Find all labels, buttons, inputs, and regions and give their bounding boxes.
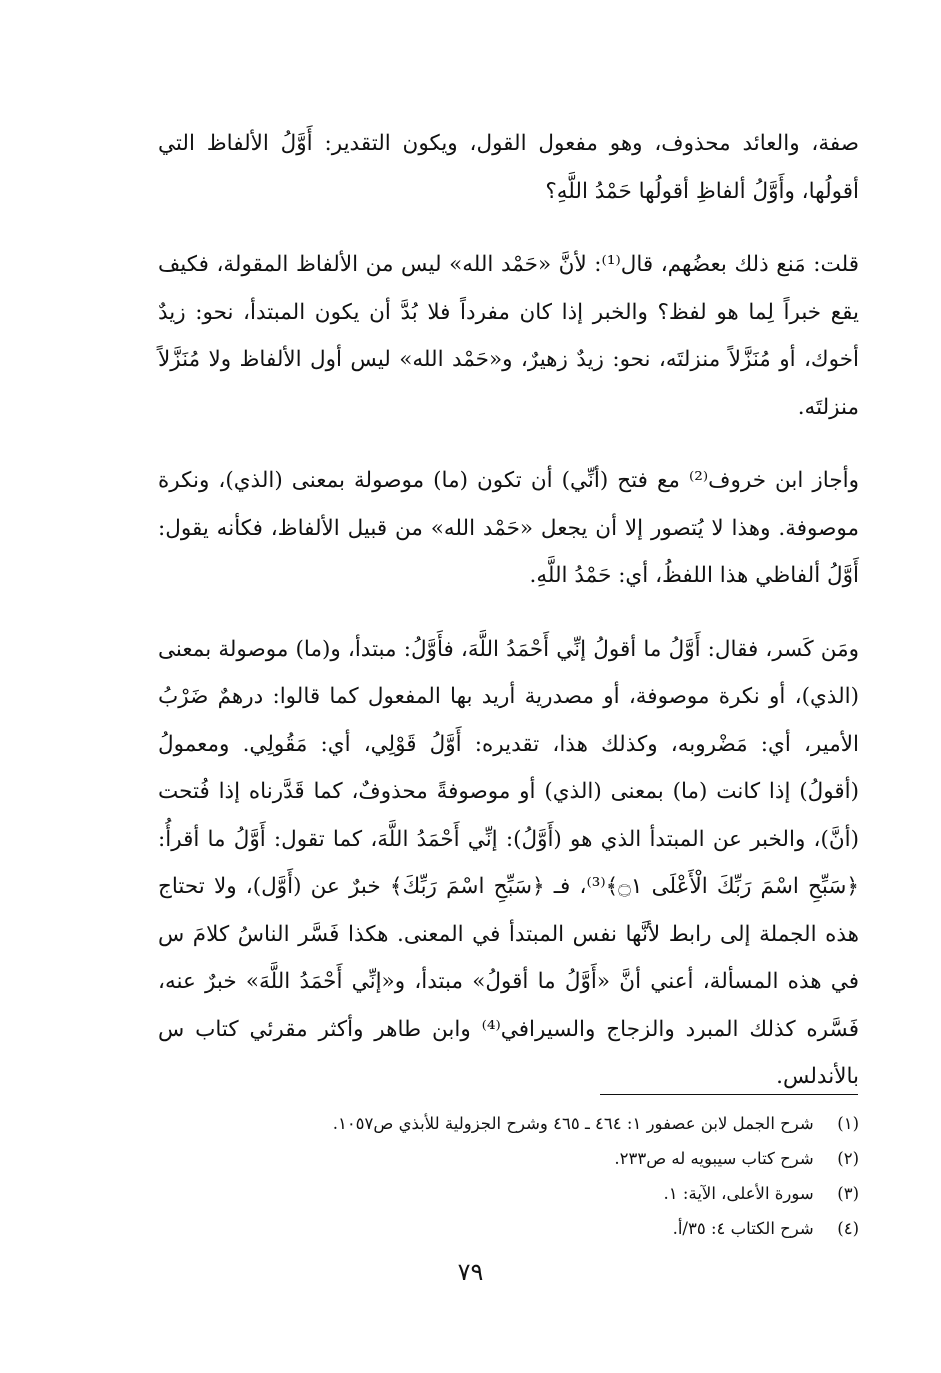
- footnote-text: شرح الكتاب ٤: ٣٥/أ.: [672, 1219, 814, 1238]
- body-text: [158, 120, 859, 1127]
- footnote-number: (٤): [837, 1219, 859, 1238]
- footnote-text: شرح الجمل لابن عصفور ١: ٤٦٤ ـ ٤٦٥ وشرح الجزولية للأبذي ص١٠٥٧.: [332, 1114, 814, 1133]
- footnote-text: سورة الأعلى، الآية: ١.: [663, 1184, 814, 1203]
- footnote-number: (١): [837, 1114, 859, 1133]
- footnote-item: [120, 1141, 859, 1176]
- paragraph-2: قلت: مَنع ذلك بعضُهم، قال⁽¹⁾: لأنَّ «حَمْد الله» ليس من الألفاظ المقولة، فكيف يقع خبراً لِما هو لفظ؟ والخبر إذا كان مفرداً فلا بُدَّ أن يكون المبتدأ، نحو: زيدٌ أخوك، أو مُنَزَّلاً منزلتَه، نحو: زيدٌ زهيرٌ، و«حَمْد الله» ليس أول الألفاظ ولا مُنَزَّلاً منزلتَه.: [158, 252, 860, 420]
- paragraph-4: ومَن كَسر، فقال: أَوَّلُ ما أقولُ إنِّي أَحْمَدُ اللَّهَ، فأَوَّلُ: مبتدأ، و(ما) موصولة بمعنى (الذي)، أو نكرة موصوفة، أو مصدرية أريد بها المفعول كما قالوا: درهمٌ ضَرْبُ الأمير، أي: مَضْروبه، وكذلك هذا، تقديره: أَوَّلُ قَوْلِي، أي: مَقُولِي. ومعمولُ (أقولُ) إذا كانت (ما) بمعنى (الذي) أو موصوفةً محذوفٌ، كما قَدَّرناه إذا فُتحت (أنَّ)، والخبر عن المبتدأ الذي هو (أَوَّلُ): إنِّي أَحْمَدُ اللَّهَ، كما تقول: أَوَّلُ ما أقرأُ: ﴿سَبِّحِ اسْمَ رَبِّكَ الْأَعْلَى ۝١﴾⁽³⁾، فـ ﴿سَبِّحِ اسْمَ رَبِّكَ﴾ خبرٌ عن (أَوَّل)، ولا تحتاج هذه الجملة إلى رابط لأنَّها نفس المبتدأ في المعنى. هكذا فَسَّر الناسُ كلامَ س في هذه المسألة، أعني أنَّ «أَوَّلُ ما أقولُ» مبتدأ، و«إنِّي أَحْمَدُ اللَّهَ» خبرٌ عنه، فَسَّره كذلك المبرد والزجاج والسيرافي⁽⁴⁾ وابن طاهر وأكثر مقرئي كتاب س بالأندلس.: [158, 636, 859, 1089]
- footnote-text: شرح كتاب سيبويه له ص٢٣٣.: [614, 1149, 814, 1168]
- footnote-item: [120, 1176, 859, 1211]
- footnote-item: [120, 1106, 859, 1141]
- footnote-item: [120, 1211, 859, 1246]
- footnotes: [120, 1106, 859, 1246]
- footnote-number: (٢): [837, 1149, 859, 1168]
- paragraph-1: صفة، والعائد محذوف، وهو مفعول القول، ويكون التقدير: أَوَّلُ الألفاظ التي أقولُها، وأَوَّلُ ألفاظِ أقولُها حَمْدُ اللَّهِ؟: [158, 131, 859, 204]
- paragraph-3: وأجاز ابن خروف⁽²⁾ مع فتح (أنِّي) أن تكون (ما) موصولة بمعنى (الذي)، ونكرة موصوفة. وهذا لا يُتصور إلا أن يجعل «حَمْد الله» من قبيل الألفاظ، فكأنه يقول: أَوَّلُ ألفاظي هذا اللفظُ، أي: حَمْدُ اللَّهِ.: [158, 468, 859, 588]
- footnote-number: (٣): [837, 1184, 859, 1203]
- footnote-divider: [600, 1094, 858, 1095]
- page-number: ٧٩: [457, 1258, 484, 1286]
